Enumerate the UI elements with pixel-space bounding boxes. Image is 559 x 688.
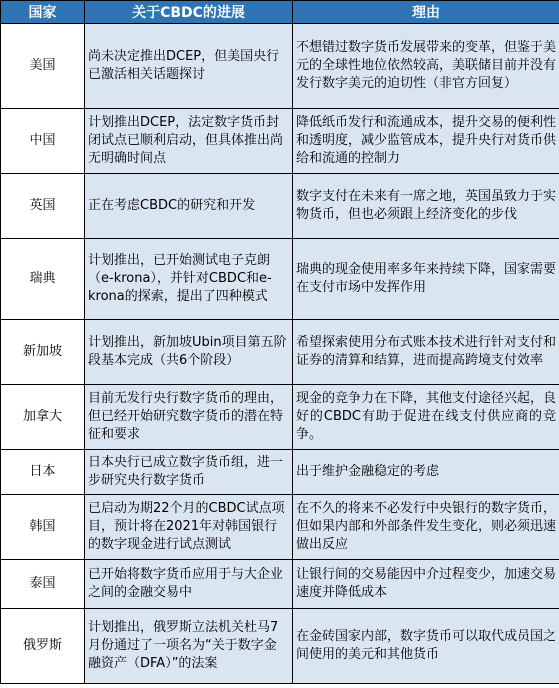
reason-cell: 让银行间的交易能因中介过程变少，加速交易速度并降低成本 <box>293 560 559 609</box>
table-row <box>1 239 559 320</box>
table-row <box>1 109 559 174</box>
country-cell: 瑞典 <box>1 239 85 320</box>
reason-cell: 瑞典的现金使用率多年来持续下降，国家需要在支付市场中发挥作用 <box>293 239 559 320</box>
country-cell: 新加坡 <box>1 320 85 385</box>
progress-cell: 计划推出，已开始测试电子克朗（e-krona），并针对CBDC和e-krona的探索，提出了四种模式 <box>85 239 293 320</box>
progress-cell: 已启动为期22个月的CBDC试点项目，预计将在2021年对韩国银行的数字现金进行试点测试 <box>85 495 293 560</box>
progress-cell: 目前无发行央行数字货币的理由，但已经开始研究数字货币的潜在特征和要求 <box>85 385 293 450</box>
table-row <box>1 560 559 609</box>
reason-cell: 现金的竞争力在下降，其他支付途径兴起，良好的CBDC有助于促进在线支付供应商的竞争。 <box>293 385 559 450</box>
reason-cell: 数字支付在未来有一席之地，英国虽致力于实物货币，但也必须跟上经济变化的步伐 <box>293 174 559 239</box>
country-cell: 韩国 <box>1 495 85 560</box>
country-cell: 美国 <box>1 24 85 109</box>
table-row <box>1 174 559 239</box>
progress-cell: 日本央行已成立数字货币组，进一步研究央行数字货币 <box>85 450 293 495</box>
country-cell: 加拿大 <box>1 385 85 450</box>
country-cell: 中国 <box>1 109 85 174</box>
reason-cell: 不想错过数字货币发展带来的变革，但鉴于美元的全球性地位依然较高，美联储目前并没有发行数字美元的迫切性（非官方回复） <box>293 24 559 109</box>
header-reason: 理由 <box>293 1 559 24</box>
country-cell: 泰国 <box>1 560 85 609</box>
progress-cell: 尚未决定推出DCEP，但美国央行已激活相关话题探讨 <box>85 24 293 109</box>
reason-cell: 在金砖国家内部，数字货币可以取代成员国之间使用的美元和其他货币 <box>293 609 559 684</box>
progress-cell: 计划推出DCEP，法定数字货币封闭试点已顺利启动，但具体推出尚无明确时间点 <box>85 109 293 174</box>
country-cell: 日本 <box>1 450 85 495</box>
table-row <box>1 450 559 495</box>
reason-cell: 希望探索使用分布式账本技术进行针对支付和证券的清算和结算，进而提高跨境支付效率 <box>293 320 559 385</box>
table-row <box>1 24 559 109</box>
country-cell: 俄罗斯 <box>1 609 85 684</box>
reason-cell: 出于维护金融稳定的考虑 <box>293 450 559 495</box>
header-country: 国家 <box>1 1 85 24</box>
reason-cell: 在不久的将来不必发行中央银行的数字货币，但如果内部和外部条件发生变化，则必须迅速做出反应 <box>293 495 559 560</box>
header-progress: 关于CBDC的进展 <box>85 1 293 24</box>
progress-cell: 计划推出，新加坡Ubin项目第五阶段基本完成（共6个阶段） <box>85 320 293 385</box>
country-cell: 英国 <box>1 174 85 239</box>
reason-cell: 降低纸币发行和流通成本，提升交易的便利性和透明度，减少监管成本，提升央行对货币供给和流通的控制力 <box>293 109 559 174</box>
progress-cell: 正在考虑CBDC的研究和开发 <box>85 174 293 239</box>
progress-cell: 已开始将数字货币应用于与大企业之间的金融交易中 <box>85 560 293 609</box>
table-row <box>1 385 559 450</box>
table-row <box>1 609 559 684</box>
header-row <box>1 1 559 24</box>
table-row <box>1 320 559 385</box>
table-row <box>1 495 559 560</box>
progress-cell: 计划推出，俄罗斯立法机关杜马7月份通过了一项名为“关于数字金融资产（DFA）”的法案 <box>85 609 293 684</box>
